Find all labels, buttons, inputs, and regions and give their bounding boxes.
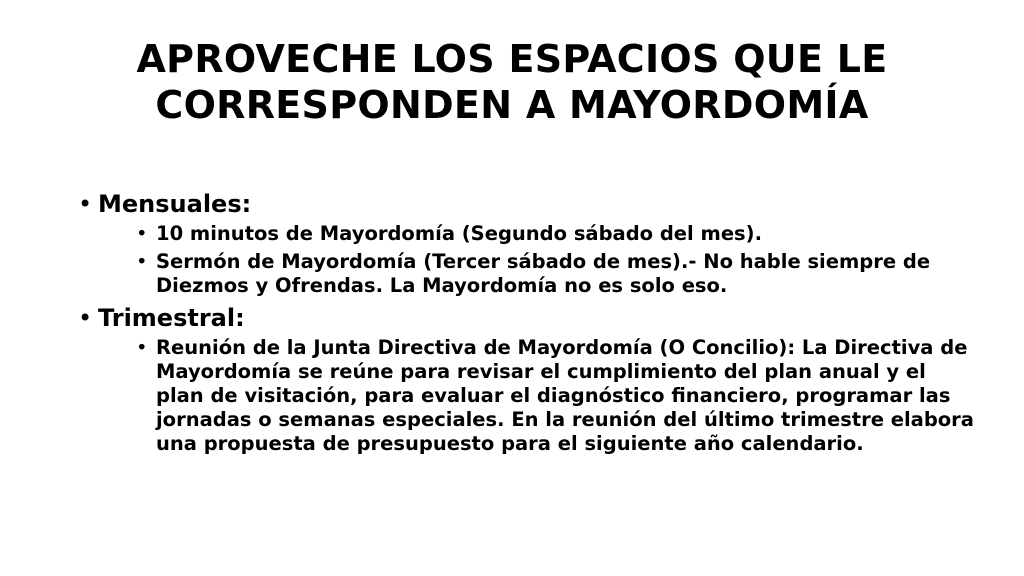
item-bold-text: Sermón de Mayordomía (156, 250, 417, 273)
section-trimestral (78, 304, 978, 456)
slide-title-line-1: APROVECHE LOS ESPACIOS QUE LE (136, 37, 888, 81)
section-heading: Trimestral: (98, 304, 245, 332)
bullet-icon: • (136, 250, 148, 273)
list-item (136, 222, 978, 246)
sub-bullet-list (136, 336, 978, 456)
item-bold-text: 10 minutos de Mayordomía (156, 222, 455, 245)
item-text: La Directiva de Mayordomía se reúne para revisar el cumplimiento del plan anual y el plan de visitación, para evaluar el diagnóstico financiero, programar las jornadas o semanas especiales. En la reunión del último trimestre elabora una propuesta de presupuesto para el siguiente año calendario. (156, 336, 974, 455)
slide-body (78, 190, 978, 462)
list-item (136, 336, 978, 456)
item-text: (Segundo sábado del mes). (454, 222, 762, 245)
list-item (136, 250, 978, 298)
section-mensuales (78, 190, 978, 298)
item-bold-text: Reunión de la Junta Directiva de Mayordomía (O Concilio): (156, 336, 796, 359)
bullet-icon: • (136, 222, 148, 245)
bullet-list (78, 190, 978, 456)
bullet-icon: • (78, 190, 93, 218)
slide-title (40, 36, 984, 128)
item-text: (Tercer sábado de mes).- No hable siempre de Diezmos y Ofrendas. La Mayordomía no es solo eso. (156, 250, 931, 297)
bullet-icon: • (78, 304, 93, 332)
sub-bullet-list (136, 222, 978, 298)
section-heading: Mensuales: (98, 190, 252, 218)
bullet-icon: • (136, 336, 148, 359)
slide-title-line-2: CORRESPONDEN A MAYORDOMÍA (155, 83, 869, 127)
